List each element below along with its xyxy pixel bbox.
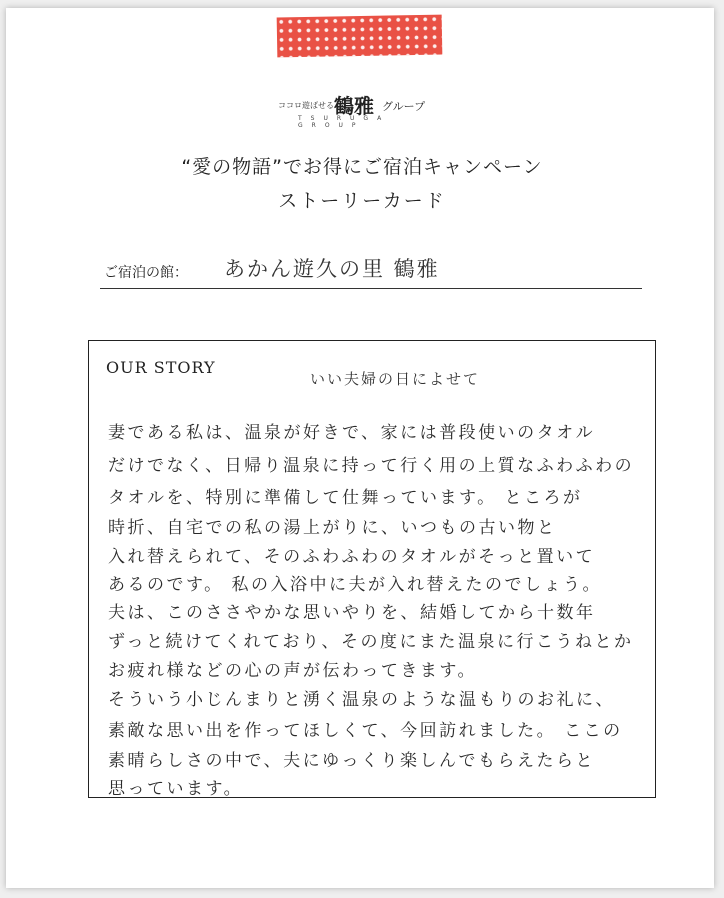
logo-group: グループ — [382, 100, 426, 113]
logo-mark: 鶴雅 — [334, 94, 374, 118]
masking-tape — [277, 15, 443, 58]
story-line: 妻である私は、温泉が好きで、家には普段使いのタオル — [108, 423, 596, 443]
story-line: ずっと続けてくれており、その度にまた温泉に行こうねとか — [108, 632, 634, 652]
logo-tagline: ココロ遊ばせる…… — [278, 101, 350, 110]
logo-sub: TSURUGA GROUP — [298, 115, 391, 129]
tsuruga-group-logo — [278, 90, 448, 129]
story-label: OUR STORY — [106, 358, 216, 377]
story-line: だけでなく、日帰り温泉に持って行く用の上質なふわふわの — [108, 456, 635, 476]
story-line: 思っています。 — [108, 779, 244, 799]
story-line: そういう小じんまりと湧く温泉のような温もりのお礼に、 — [108, 690, 615, 710]
story-line: 入れ替えられて、そのふわふわのタオルがそっと置いて — [108, 547, 596, 567]
story-line: タオルを、特別に準備して仕舞っています。 ところが — [108, 488, 583, 508]
inn-value: あかん遊久の里 鶴雅 — [224, 257, 440, 281]
campaign-title: “愛の物語”でお得にご宿泊キャンペーン — [181, 156, 543, 178]
story-title: いい夫婦の日によせて — [310, 370, 481, 388]
story-line: あるのです。 私の入浴中に夫が入れ替えたのでしょう。 — [108, 575, 603, 595]
inn-label: ご宿泊の館： — [104, 265, 188, 281]
story-line: 時折、自宅での私の湯上がりに、いつもの古い物と — [108, 518, 557, 538]
story-line: 夫は、このささやかな思いやりを、結婚してから十数年 — [108, 603, 596, 623]
card-title: ストーリーカード — [278, 190, 446, 212]
inn-underline — [100, 288, 642, 289]
story-line: お疲れ様などの心の声が伝わってきます。 — [108, 661, 477, 681]
story-line: 素晴らしさの中で、夫にゆっくり楽しんでもらえたらと — [108, 751, 595, 771]
story-line: 素敵な思い出を作ってほしくて、今回訪れました。 ここの — [108, 721, 623, 741]
